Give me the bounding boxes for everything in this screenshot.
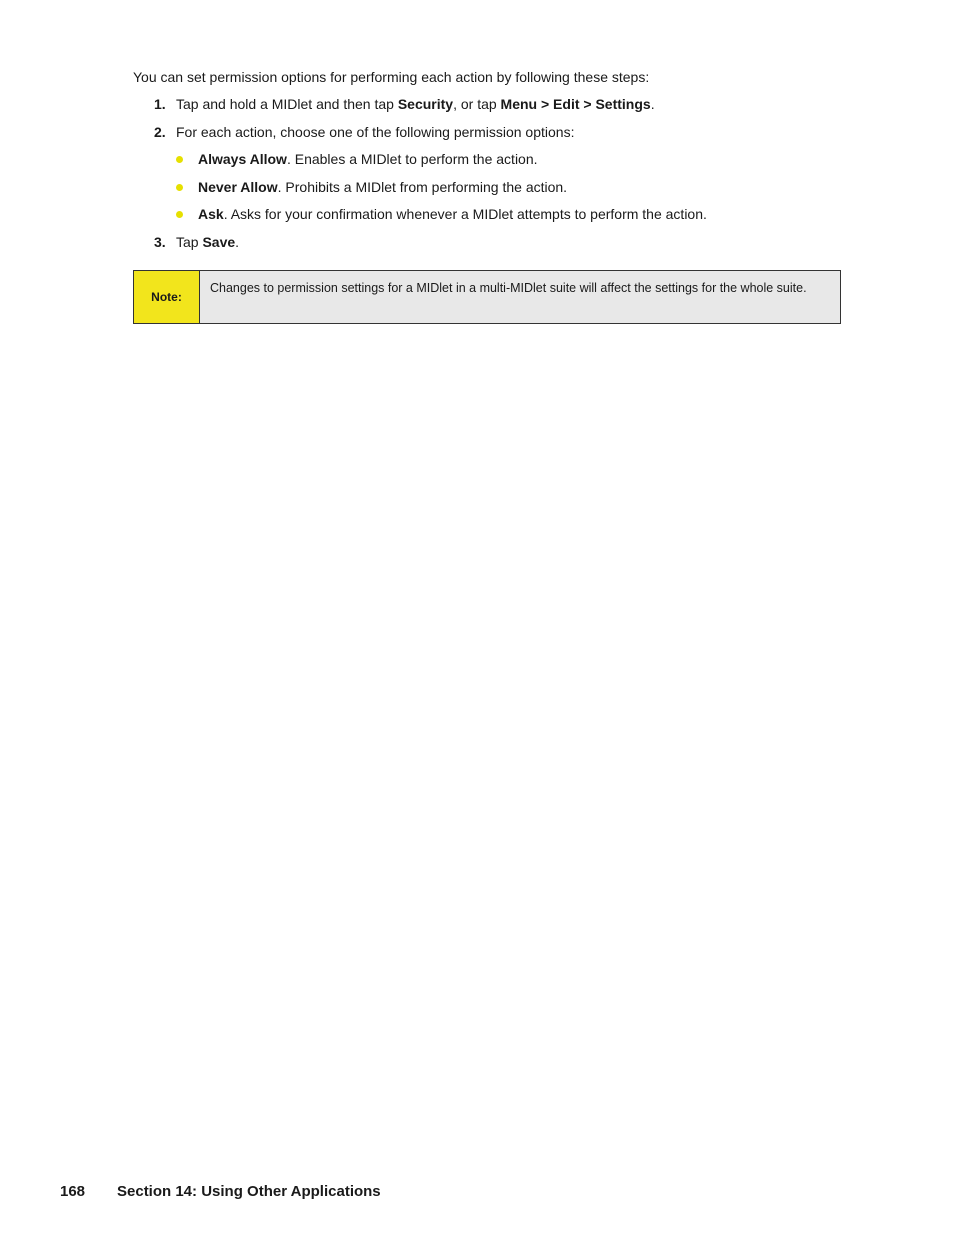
option-ask: Ask. Asks for your confirmation whenever a MIDlet attempts to perform the action. bbox=[176, 204, 707, 224]
page-footer bbox=[60, 1183, 381, 1200]
intro-paragraph: You can set permission options for performing each action by following these steps: bbox=[133, 69, 650, 85]
security-term: Security bbox=[397, 96, 454, 112]
bullet-icon bbox=[176, 211, 183, 218]
note-label: Note: bbox=[134, 271, 200, 323]
bullet-icon bbox=[176, 156, 183, 163]
section-title: Section 14: Using Other Applications bbox=[117, 1183, 381, 1200]
note-text: Changes to permission settings for a MIDlet in a multi-MIDlet suite will affect the settings for the whole suite. bbox=[200, 271, 840, 323]
step-number: 1. bbox=[154, 96, 166, 112]
step-1: 1. Tap and hold a MIDlet and then tap Security, or tap Menu > Edit > Settings. bbox=[154, 96, 655, 112]
save-term: Save bbox=[202, 234, 236, 250]
step-2: 2. For each action, choose one of the following permission options: bbox=[154, 124, 575, 140]
step-3: 3. Tap Save. bbox=[154, 234, 240, 250]
option-always-allow: Always Allow. Enables a MIDlet to perform the action. bbox=[176, 149, 538, 169]
menu-path: Menu > Edit > Settings bbox=[500, 96, 651, 112]
step-number: 2. bbox=[154, 124, 166, 140]
step-number: 3. bbox=[154, 234, 166, 250]
bullet-icon bbox=[176, 184, 183, 191]
option-never-allow: Never Allow. Prohibits a MIDlet from performing the action. bbox=[176, 177, 567, 197]
note-box bbox=[133, 270, 841, 324]
page-number: 168 bbox=[60, 1183, 86, 1200]
